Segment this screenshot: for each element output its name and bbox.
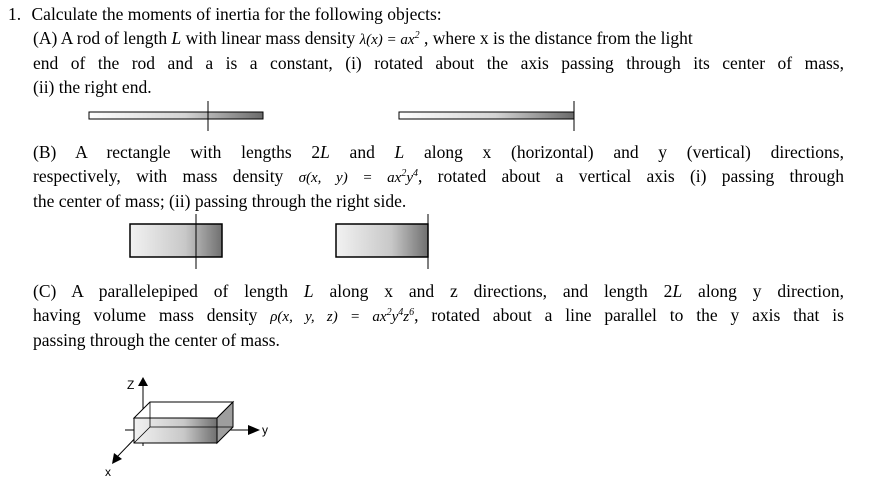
rod-diagram-center-axis [88,100,268,132]
part-b-line-2: respectively, with mass density σ(x, $y) = ax^2y^4$, rotated about a vertical axis (i) passing through [33,166,844,186]
rod-diagram-end-axis [398,100,578,132]
part-b-line-1: (B) A rectangle with lengths 2L and L along x (horizontal) and y (vertical) directions, [33,142,844,162]
parallelepiped-box [134,402,233,443]
rectangle-diagram-center-axis [128,214,228,270]
linear-density-formula: $\lambda(x) = ax^2$ [359,30,420,48]
y-axis-arrowhead [248,425,260,435]
x-axis-arrowhead [112,453,122,464]
problem-heading [8,4,442,24]
part-a-line-2: end of the rod and a is a constant, (i) rotated about the axis passing through its center of mass, [33,53,844,73]
rectangle-diagram-side-axis [334,214,434,270]
z-axis-arrowhead [138,377,148,386]
part-a-line-1: (A) A rod of length L with linear mass density $\lambda(x) = ax^2$ , where x is the distance from the light [33,28,693,48]
rectangle-plate [336,224,428,257]
rectangle-plate [130,224,222,257]
part-a-line-3: (ii) the right end. [33,77,152,97]
rod [89,112,263,119]
box-top-face [134,402,233,418]
part-c-line-3: passing through the center of mass. [33,330,280,350]
part-c-line-1: (C) A parallelepiped of length L along x and z directions, and length 2L along y direction, [33,281,845,301]
x-axis-label: x [105,465,111,479]
z-axis-label: Z [127,378,135,392]
rod [399,112,574,119]
parallelepiped-diagram [100,372,280,480]
volume-density-formula: ρ(x, y, $z) = ax^2y^4z^6$ [270,307,415,325]
problem-title: Calculate the moments of inertia for the following objects: [31,4,442,24]
part-b-line-3: the center of mass; (ii) passing through the right side. [33,191,407,211]
surface-density-formula: σ(x, $y) = ax^2y^4$ [298,168,418,186]
y-axis-label: y [262,423,268,437]
problem-number: 1. [8,4,22,24]
part-c-line-2: having volume mass density ρ(x, y, $z) = ax^2y^4z^6$, rotated about a line parallel to the y axis that is [33,305,844,325]
